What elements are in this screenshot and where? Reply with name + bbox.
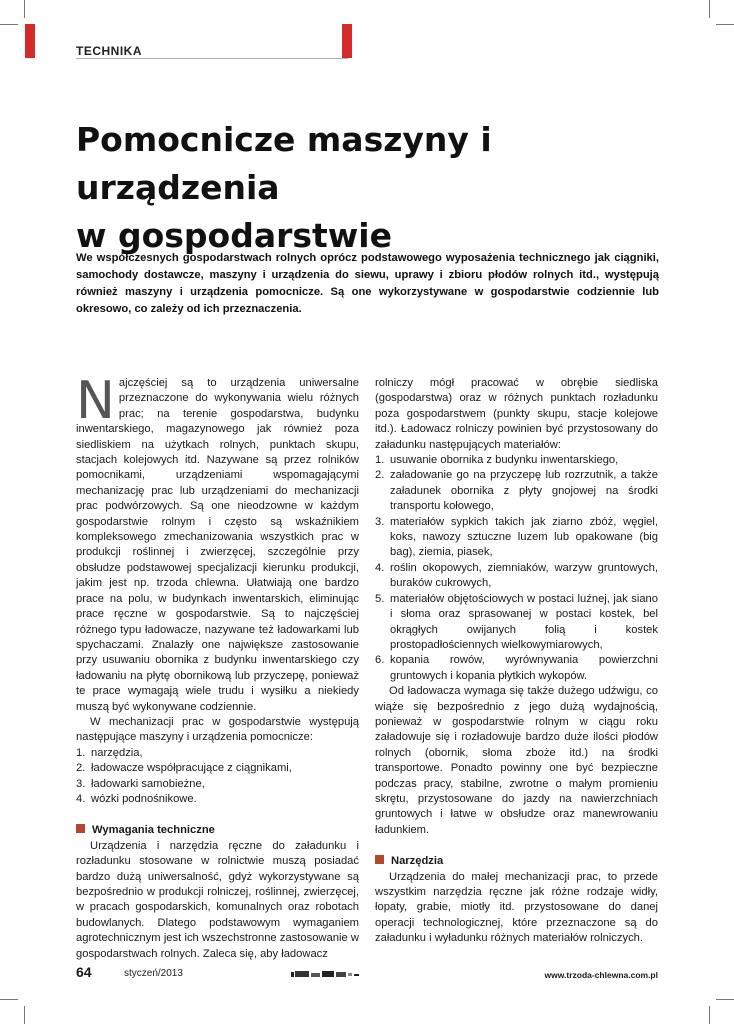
column-left <box>76 371 359 962</box>
paragraph-1-text: ajczęściej są to urządzenia uniwersalne przeznaczone do wykonywania wielu różnych prac; na terenie gospodarstwa, budynku inwentarskiego, magazynowego jak również poza siedliskiem na użytkach rolnych, punktach skupu, stacjach kolejowych itd. Nazywane są przez rolników pomocnikami, urządzeniami wspomagającymi mechanizację prac lub urządzeniami do mechanizacji prac podwórzowych. Są one nieodzowne w każdym gospodarstwie rolnym i często są wskaźnikiem kompleksowego zmechanizowania wszystkich prac w produkcji roślinnej i zwierzęcej, szczególnie przy obsłudze podstawowej specjalizacji kierunku produkcji, jakim jest np. trzoda chlewna. Ułatwiają one bardzo prace na polu, w budynkach inwentarskich, eliminując prace ręczne w gospodarstwie. Są to najczęściej różnego typu ładowacze, nazywane też ładowarkami lub spychaczami. Znalazły one największe zastosowanie przy usuwaniu obornika z budynku inwentarskiego czy ładowaniu na płytę obornikową lub przyczepę, ponieważ te prace wymagają wiele trudu i wysiłku a niekiedy muszą być wykonywane codziennie. <box>76 377 359 713</box>
list-number: 1. <box>76 746 86 759</box>
square-bullet-icon <box>375 855 384 864</box>
subhead-tools <box>375 854 658 869</box>
subhead-text: Wymagania techniczne <box>92 824 215 837</box>
crop-mark <box>0 24 18 25</box>
subhead-text: Narzędzia <box>391 855 444 868</box>
list-item <box>76 761 359 776</box>
list-text: ładowarki samobieżne, <box>91 777 205 790</box>
article-title <box>76 116 696 260</box>
title-line-2: w gospodarstwie <box>76 216 392 255</box>
paragraph-5: Od ładowacza wymaga się także dużego udźwigu, co wiąże się bezpośrednio z jego dużą wydajnością, ponieważ w gospodarstwie rolnym w ciągu roku załadowuje się i rozładowuje bardzo duże ilości płodów rolnych (obornik, słoma zboże itd.) na środki transportowe. Ponadto powinny one być bezpieczne podczas pracy, stabilne, zwrotne o małym promieniu skrętu, przystosowane do jazdy na nawierzchniach gruntowych i łatwe w obsłudze oraz manewrowaniu ładunkiem. <box>375 685 658 836</box>
paragraph-6: Urządzenia do małej mechanizacji prac, to przede wszystkim narzędzia ręczne jak różne rodzaje widły, łopaty, grabie, miotły itd. przystosowane do danej operacji technologicznej, które przeznaczone są do załadunku i wyładunku różnych materiałów rolniczych. <box>375 870 658 945</box>
list-number: 1. <box>375 454 385 467</box>
list-text: usuwanie obornika z budynku inwentarskiego, <box>390 454 619 467</box>
article-lead: We współczesnych gospodarstwach rolnych oprócz podstawowego wyposażenia technicznego jak ciągniki, samochody dostawcze, maszyny i urządzenia do siewu, uprawy i zbioru płodów rolnych itd., występują również maszyny i urządzenia pomocnicze. Są one wykorzystywane w gospodarstwie codziennie lub okresowo, co zależy od ich przeznaczenia. <box>76 252 659 315</box>
list-item <box>375 653 658 684</box>
column-right <box>375 376 658 947</box>
list-number: 3. <box>375 515 385 528</box>
crop-mark <box>0 999 18 1000</box>
list-item <box>76 777 359 792</box>
list-number: 3. <box>76 777 86 790</box>
crop-mark <box>709 0 710 18</box>
crop-mark <box>24 0 25 18</box>
list-item <box>375 592 658 654</box>
list-number: 4. <box>76 792 86 805</box>
paragraph-1 <box>76 371 359 715</box>
list-text: materiałów objętościowych w postaci luźnej, jak siano i słoma oraz sprasowanej w postaci kostek, bel okrągłych owijanych folią i kostek prostopadłościennych wielkowymiarowych, <box>390 592 658 651</box>
list-number: 5. <box>375 592 385 605</box>
drop-cap: N <box>76 371 115 431</box>
list-item <box>375 561 658 592</box>
paragraph-4: rolniczy mógł pracować w obrębie siedliska (gospodarstwa) oraz w różnych punktach rozładunku poza gospodarstwem (punkty skupu, stacje kolejowe itd.). Ładowacz rolniczy powinien być przystosowany do załadunku następujących materiałów: <box>375 377 658 451</box>
crop-mark <box>24 1006 25 1024</box>
list-text: wózki podnośnikowe. <box>91 792 197 805</box>
list-item <box>76 792 359 807</box>
list-text: narzędzia, <box>91 746 143 759</box>
crop-mark <box>716 999 734 1000</box>
equipment-list <box>76 746 359 808</box>
list-number: 2. <box>76 762 86 775</box>
title-line-1: Pomocnicze maszyny i urządzenia <box>76 120 492 207</box>
list-text: kopania rowów, wyrównywania powierzchni gruntowych i kopania płytkich wykopów. <box>390 654 658 682</box>
list-item <box>375 515 658 561</box>
list-item <box>375 453 658 468</box>
list-number: 6. <box>375 654 385 667</box>
paragraph-2: W mechanizacji prac w gospodarstwie występują następujące maszyny i urządzenia pomocnicze: <box>76 715 359 744</box>
list-number: 4. <box>375 561 385 574</box>
list-number: 2. <box>375 469 385 482</box>
header-accent-bar-right <box>342 24 352 58</box>
list-text: roślin okopowych, ziemniaków, warzyw gruntowych, buraków cukrowych, <box>390 561 658 590</box>
magazine-logo-icon <box>291 970 359 978</box>
list-item <box>375 468 658 514</box>
crop-mark <box>716 24 734 25</box>
issue-date: styczeń/2013 <box>124 968 183 979</box>
subhead-technical-requirements <box>76 823 359 838</box>
paragraph-3: Urządzenia i narzędzia ręczne do załadunku i rozładunku stosowane w rolnictwie muszą posiadać bardzo dużą uniwersalność, gdyż wykorzystywane są bezpośrednio w produkcji rolniczej, roślinnej, zwierzęcej, w pracach gospodarskich, komunalnych oraz robotach budowlanych. Dlatego podstawowym wymaganiem agrotechnicznym jest ich wszechstronne zastosowanie w gospodarstwach rolnych. Zaleca się, aby ładowacz <box>76 839 359 960</box>
page-number: 64 <box>76 964 92 980</box>
section-label: TECHNIKA <box>76 44 142 58</box>
list-text: materiałów sypkich takich jak ziarno zbóż, węgiel, koks, nawozy sztuczne luzem lub opakowane (big bag), ziemia, piasek, <box>390 515 658 559</box>
list-text: ładowacze współpracujące z ciągnikami, <box>91 762 292 775</box>
website-url: www.trzoda-chlewna.com.pl <box>544 970 658 980</box>
materials-list <box>375 453 658 684</box>
section-rule <box>76 58 348 59</box>
header-accent-bar-left <box>25 24 35 58</box>
square-bullet-icon <box>76 824 85 833</box>
crop-mark <box>709 1006 710 1024</box>
list-item <box>76 746 359 761</box>
list-text: załadowanie go na przyczepę lub rozrzutnik, a także załadunek obornika z płyty gnojowej na środki transportu kołowego, <box>390 469 658 513</box>
